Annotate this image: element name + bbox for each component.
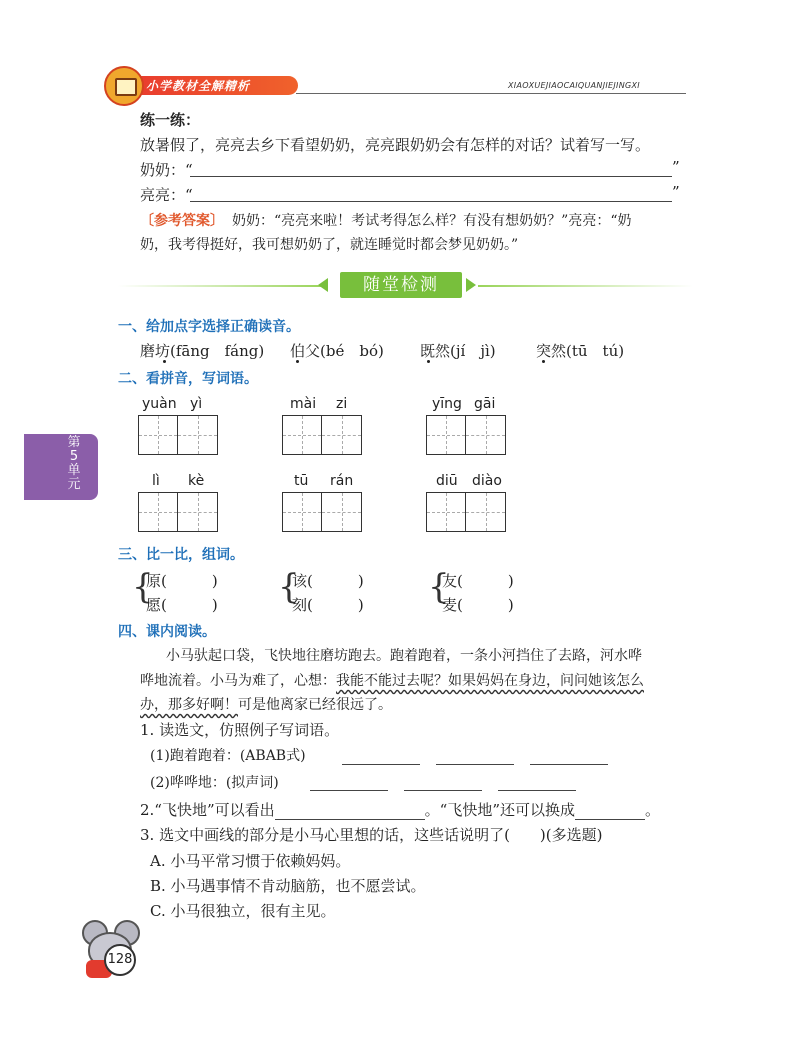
- answer-blank[interactable]: [404, 790, 482, 791]
- banner-left-line: [118, 285, 323, 287]
- section1-options[interactable]: (tū tú): [566, 342, 625, 360]
- section1-word: 既然: [420, 342, 451, 360]
- question-1: 1. 读选文，仿照例子写词语。: [140, 721, 340, 739]
- left-brace-icon: {: [428, 567, 450, 607]
- header-title: 小学教材全解精析: [146, 79, 251, 93]
- question-2: [140, 799, 660, 820]
- writing-cell[interactable]: [178, 492, 218, 532]
- compare-word[interactable]: 原( ): [146, 572, 218, 590]
- grandma-line-label: 奶奶：“: [140, 161, 193, 179]
- section1-word: 伯父: [290, 342, 321, 360]
- question-3-option-b[interactable]: B. 小马遇事情不肯动脑筋，也不愿尝试。: [150, 877, 426, 895]
- section1-heading: 一、给加点字选择正确读音。: [118, 319, 300, 335]
- pinyin-syllable: kè: [188, 473, 205, 489]
- practice-label: 练一练：: [140, 111, 201, 129]
- question-3-option-a[interactable]: A. 小马平常习惯于依赖妈妈。: [150, 852, 351, 870]
- section1-word: 磨坊: [140, 342, 171, 360]
- compare-word[interactable]: 该( ): [292, 572, 364, 590]
- question-1b: (2)哗哗地：(拟声词): [150, 775, 279, 791]
- book-logo-icon: [104, 66, 144, 106]
- liangliang-close-quote: ”: [672, 183, 680, 201]
- answer-blank[interactable]: [275, 805, 425, 820]
- section1-item-2: [290, 340, 384, 361]
- question-3: 3. 选文中画线的部分是小马心里想的话，这些话说明了( )(多选题): [140, 826, 603, 844]
- pinyin-syllable: rán: [330, 473, 354, 489]
- compare-word[interactable]: 友( ): [442, 572, 514, 590]
- section4-heading: 四、课内阅读。: [118, 624, 216, 640]
- section1-item-4: [536, 340, 624, 361]
- pinyin-syllable: mài: [290, 396, 317, 412]
- header-pinyin-title: XIAOXUEJIAOCAIQUANJIEJINGXI: [508, 81, 640, 90]
- compare-word[interactable]: 愿( ): [146, 596, 218, 614]
- answer-blank[interactable]: [575, 805, 645, 820]
- question-2-end: 。: [645, 801, 661, 819]
- pinyin-syllable: yīng: [432, 396, 462, 412]
- question-2-part1: 2.“飞快地”可以看出: [140, 801, 275, 819]
- pinyin-syllable: diào: [472, 473, 502, 489]
- pinyin-syllable: yuàn: [142, 396, 177, 412]
- writing-grid: [282, 415, 362, 455]
- writing-cell[interactable]: [466, 492, 506, 532]
- section1-item-3: [420, 340, 496, 361]
- answer-blank[interactable]: [436, 764, 514, 765]
- emphasis-dot: [427, 360, 430, 363]
- left-brace-icon: {: [132, 567, 154, 607]
- reference-answer-line2: 奶，我考得挺好，我可想奶奶了，就连睡觉时都会梦见奶奶。”: [140, 237, 519, 253]
- banner-right-arrow-icon: [466, 278, 476, 292]
- compare-word[interactable]: 麦( ): [442, 596, 514, 614]
- passage-underlined-thought: 我能不能过去呢？如果妈妈在身边，问问她该怎么: [336, 673, 644, 689]
- pinyin-syllable: gāi: [474, 396, 496, 412]
- writing-grid: [138, 415, 218, 455]
- writing-cell[interactable]: [138, 415, 178, 455]
- emphasis-dot: [542, 360, 545, 363]
- passage-line-2: [140, 670, 644, 690]
- writing-grid: [138, 492, 218, 532]
- section3-heading: 三、比一比，组词。: [118, 547, 244, 563]
- section1-options[interactable]: (fāng fáng): [170, 342, 265, 360]
- writing-cell[interactable]: [178, 415, 218, 455]
- banner-right-line: [478, 285, 693, 287]
- section1-options[interactable]: (bé bó): [320, 342, 384, 360]
- section1-word: 突然: [536, 342, 567, 360]
- passage-line-1: 小马驮起口袋，飞快地往磨坊跑去。跑着跑着，一条小河挡住了去路，河水哗: [166, 648, 642, 664]
- left-brace-icon: {: [278, 567, 300, 607]
- question-2-part2: 。“飞快地”还可以换成: [424, 801, 575, 819]
- passage-line-3: [140, 694, 392, 714]
- question-1a: (1)跑着跑着：(ABAB式): [150, 748, 306, 764]
- passage-text: 哗地流着。小马为难了，心想：: [140, 673, 336, 689]
- passage-text: 可是他离家已经很远了。: [238, 697, 392, 713]
- banner-left-arrow-icon: [318, 278, 328, 292]
- section1-item-1: [140, 340, 264, 361]
- question-3-option-c[interactable]: C. 小马很独立，很有主见。: [150, 902, 336, 920]
- writing-cell[interactable]: [282, 492, 322, 532]
- emphasis-dot: [163, 360, 166, 363]
- page-number: 128: [104, 944, 136, 976]
- unit-side-tab: [24, 434, 98, 500]
- reference-answer-line1: 奶奶：“亮亮来啦！考试考得怎么样？有没有想奶奶？”亮亮：“奶: [232, 213, 632, 229]
- header-divider: [296, 93, 686, 94]
- writing-grid: [426, 492, 506, 532]
- passage-underlined-thought: 办，那多好啊！: [140, 697, 238, 713]
- writing-cell[interactable]: [282, 415, 322, 455]
- liangliang-answer-line[interactable]: [190, 201, 672, 202]
- compare-word[interactable]: 刻( ): [292, 596, 364, 614]
- answer-blank[interactable]: [310, 790, 388, 791]
- section-banner-title: 随堂检测: [340, 272, 462, 298]
- pinyin-syllable: tū: [294, 473, 309, 489]
- reference-answer: [140, 210, 631, 230]
- writing-cell[interactable]: [466, 415, 506, 455]
- answer-blank[interactable]: [530, 764, 608, 765]
- pinyin-syllable: lì: [152, 473, 160, 489]
- writing-cell[interactable]: [426, 492, 466, 532]
- writing-grid: [282, 492, 362, 532]
- liangliang-line-label: 亮亮：“: [140, 186, 193, 204]
- answer-blank[interactable]: [342, 764, 420, 765]
- section2-heading: 二、看拼音，写词语。: [118, 371, 258, 387]
- writing-cell[interactable]: [322, 415, 362, 455]
- grandma-answer-line[interactable]: [190, 176, 672, 177]
- unit-side-tab-label: 第5单元: [67, 435, 81, 492]
- pinyin-syllable: yì: [190, 396, 203, 412]
- writing-cell[interactable]: [138, 492, 178, 532]
- emphasis-dot: [296, 360, 299, 363]
- practice-prompt: 放暑假了，亮亮去乡下看望奶奶，亮亮跟奶奶会有怎样的对话？试着写一写。: [140, 136, 651, 154]
- writing-cell[interactable]: [322, 492, 362, 532]
- writing-grid: [426, 415, 506, 455]
- writing-cell[interactable]: [426, 415, 466, 455]
- grandma-close-quote: ”: [672, 158, 680, 176]
- section1-options[interactable]: (jí jì): [450, 342, 496, 360]
- pinyin-syllable: zi: [336, 396, 348, 412]
- answer-blank[interactable]: [498, 790, 576, 791]
- reference-answer-tag: 〔参考答案〕: [140, 213, 224, 229]
- book-icon: [115, 78, 137, 96]
- pinyin-syllable: diū: [436, 473, 458, 489]
